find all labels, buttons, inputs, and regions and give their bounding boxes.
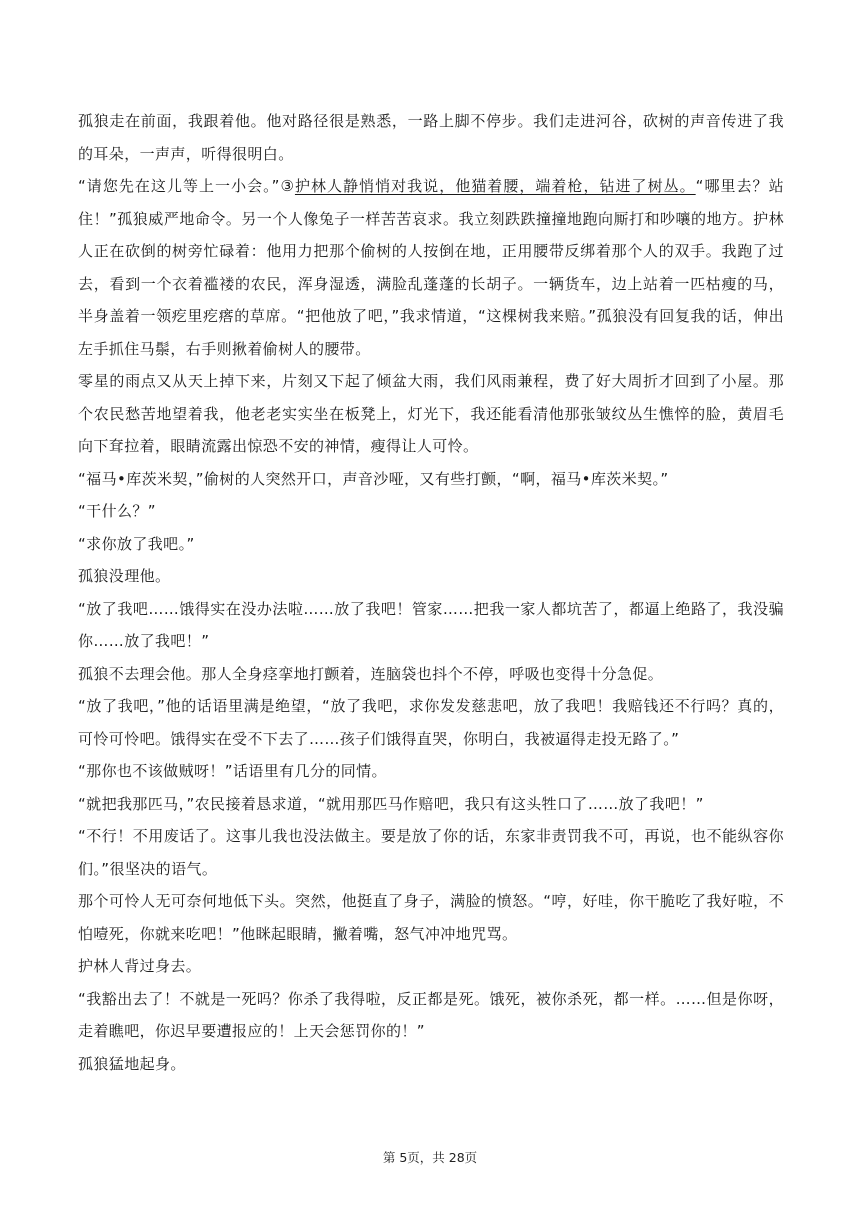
paragraph-2 [78, 170, 784, 365]
paragraph-13: “不行！不用废话了。这事儿我也没法做主。要是放了你的话，东家非责罚我不可，再说，也不能纵容你们。”很坚决的语气。 [78, 827, 784, 878]
paragraph-6: “求你放了我吧。” [78, 534, 195, 553]
paragraph-15: 护林人背过身去。 [78, 957, 202, 975]
paragraph-5: “干什么？” [78, 502, 156, 520]
paragraph-9: 孤狼不去理会他。那人全身痉挛地打颤着，连脑袋也抖个不停，呼吸也变得十分急促。 [78, 664, 664, 683]
paragraph-3: 零星的雨点又从天上掉下来，片刻又下起了倾盆大雨，我们风雨兼程，费了好大周折才回到了小屋。那个农民愁苦地望着我，他老老实实坐在板凳上，灯光下，我还能看清他那张皱纹丛生憔悴的脸，黄眉毛向下耷拉着，眼睛流露出惊恐不安的神情，瘦得让人可怜。 [78, 372, 784, 455]
paragraph-8: “放了我吧……饿得实在没办法啦……放了我吧！管家……把我一家人都坑苦了，都逼上绝路了，我没骗你……放了我吧！” [78, 599, 784, 650]
paragraph-14: 那个可怜人无可奈何地低下头。突然，他挺直了身子，满脸的愤怒。“哼，好哇，你干脆吃了我好啦，不怕噎死，你就来吃吧！”他眯起眼睛，撇着嘴，怒气冲冲地咒骂。 [78, 892, 784, 943]
paragraph-2-post: “哪里去？站住！”孤狼威严地命令。另一个人像兔子一样苦苦哀求。我立刻跌跌撞撞地跑向厮打和吵嚷的地方。护林人正在砍倒的树旁忙碌着：他用力把那个偷树的人按倒在地，正用腰带反绑着那个人的双手。我跑了过去，看到一个衣着褴褛的农民，浑身湿透，满脸乱蓬蓬的长胡子。一辆货车，边上站着一匹枯瘦的马，半身盖着一领疙里疙瘩的草席。“把他放了吧，”我求情道，“这棵树我来赔。”孤狼没有回复我的话，伸出左手抓住马鬃，右手则揪着偷树人的腰带。 [78, 177, 784, 358]
page-number-footer: 第 5页，共 28页 [382, 1150, 478, 1165]
paragraph-1: 孤狼走在前面，我跟着他。他对路径很是熟悉，一路上脚不停步。我们走进河谷，砍树的声音传进了我的耳朵，一声声，听得很明白。 [78, 112, 784, 163]
document-body [78, 105, 784, 1080]
paragraph-12: “就把我那匹马，”农民接着恳求道，“就用那匹马作赔吧，我只有这头牲口了……放了我吧！” [78, 794, 704, 813]
paragraph-10: “放了我吧，”他的话语里满是绝望，“放了我吧，求你发发慈悲吧，放了我吧！我赔钱还不行吗？真的，可怜可怜吧。饿得实在受不下去了……孩子们饿得直哭，你明白，我被逼得走投无路了。” [78, 697, 784, 748]
paragraph-16: “我豁出去了！不就是一死吗？你杀了我得啦，反正都是死。饿死，被你杀死，都一样。……但是你呀，走着瞧吧，你迟早要遭报应的！上天会惩罚你的！” [78, 989, 784, 1040]
paragraph-17: 孤狼猛地起身。 [78, 1054, 186, 1073]
paragraph-2-pre: “请您先在这儿等上一小会。”③ [78, 177, 295, 195]
underlined-sentence-3: 护林人静悄悄对我说，他猫着腰，端着枪，钻进了树丛。 [294, 177, 696, 195]
paragraph-7: 孤狼没理他。 [78, 567, 171, 585]
paragraph-4: “福马•库茨米契，”偷树的人突然开口，声音沙哑，又有些打颤，“啊，福马•库茨米契。” [78, 469, 669, 488]
paragraph-11: “那你也不该做贼呀！”话语里有几分的同情。 [78, 762, 387, 780]
